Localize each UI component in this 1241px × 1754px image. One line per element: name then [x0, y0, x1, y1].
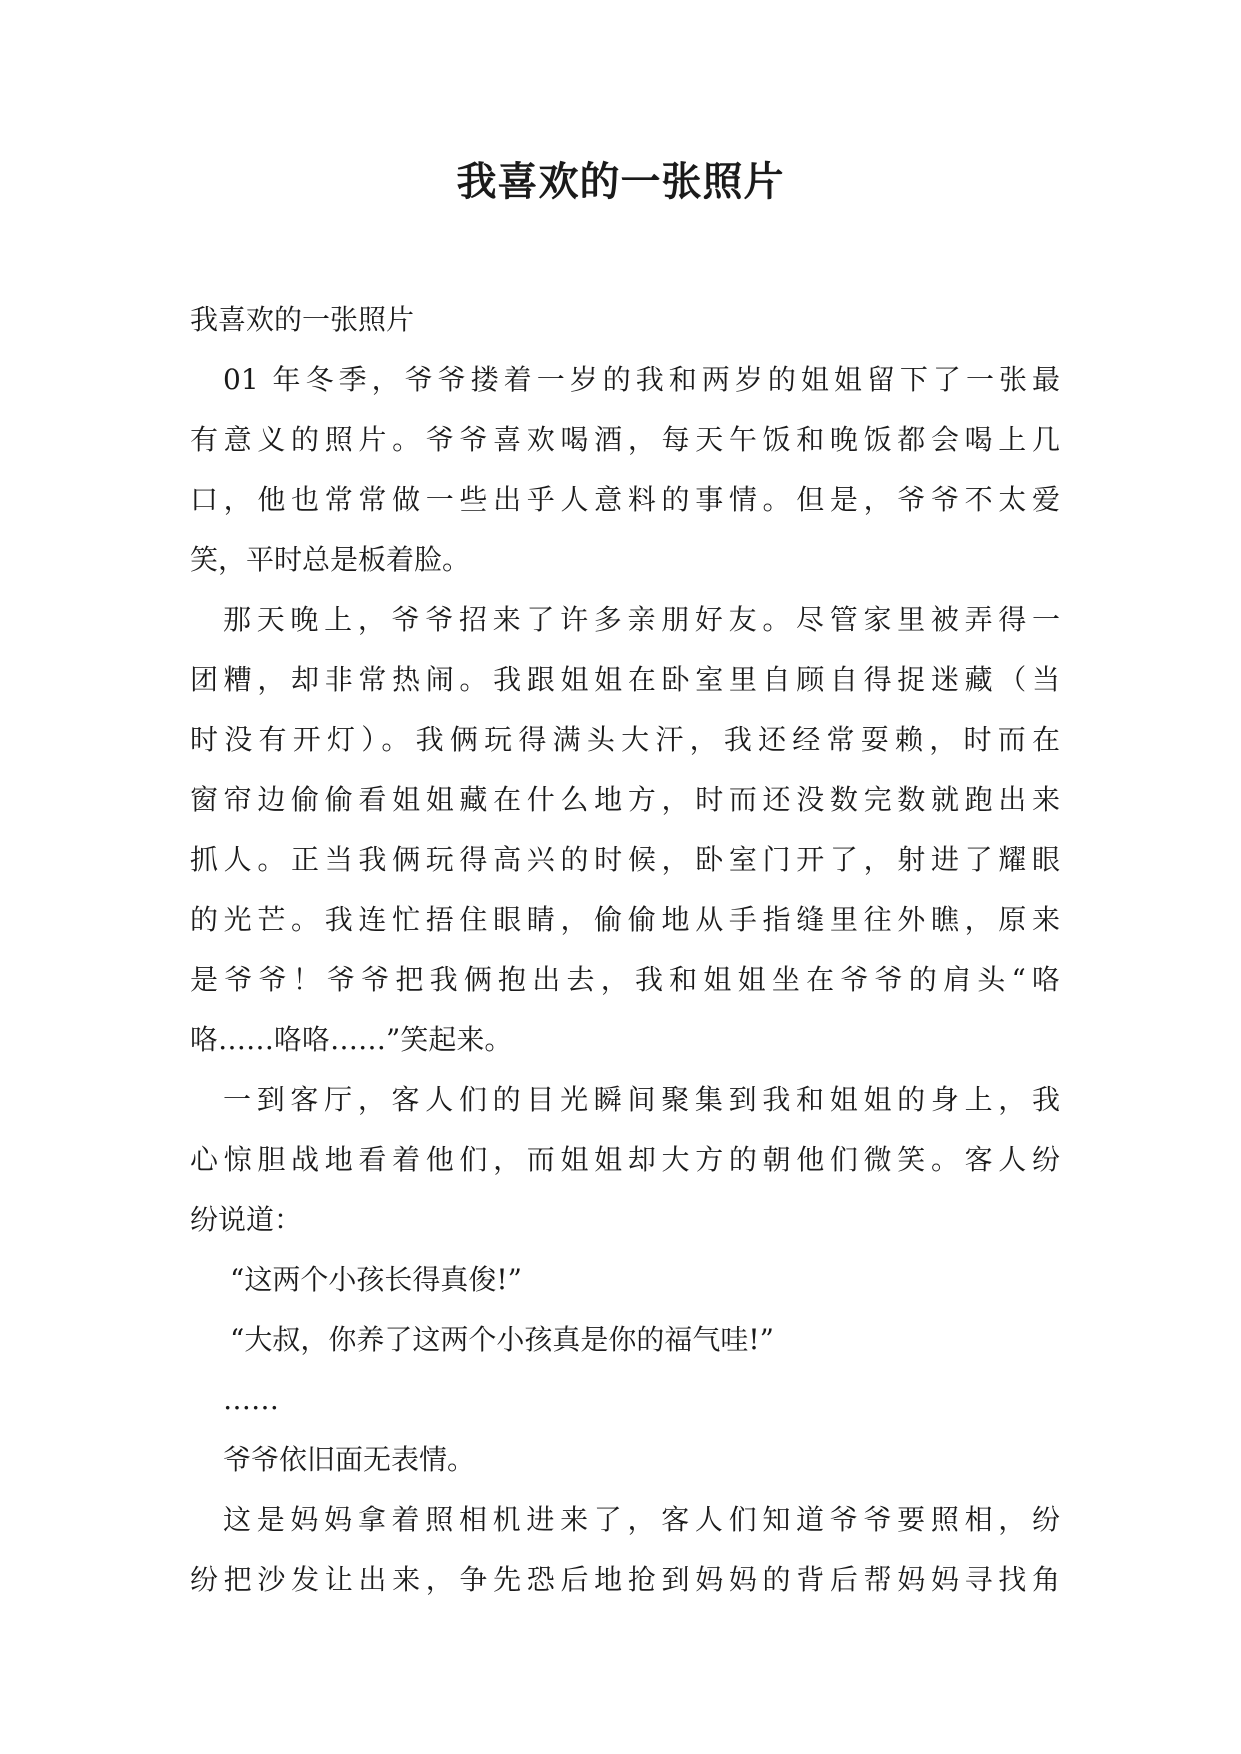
document-title: 我喜欢的一张照片 [456, 159, 785, 205]
document-body [190, 290, 1060, 1610]
paragraph-line: 团糟，却非常热闹。我跟姐姐在卧室里自顾自得捉迷藏（当 [190, 663, 1060, 696]
paragraph-line: 口，他也常常做一些出乎人意料的事情。但是，爷爷不太爱 [190, 483, 1060, 516]
paragraph-line: 有意义的照片。爷爷喜欢喝酒，每天午饭和晚饭都会喝上几 [190, 423, 1060, 456]
paragraph-line: 这是妈妈拿着照相机进来了，客人们知道爷爷要照相，纷 [223, 1503, 1060, 1536]
paragraph-line: 是爷爷！爷爷把我俩抱出去，我和姐姐坐在爷爷的肩头“咯 [190, 963, 1060, 996]
body-heading-line: 我喜欢的一张照片 [190, 303, 415, 336]
paragraph-line: 01 年冬季，爷爷搂着一岁的我和两岁的姐姐留下了一张最 [223, 363, 1060, 396]
paragraph-line: 笑，平时总是板着脸。 [190, 543, 471, 576]
paragraph-line: 心惊胆战地看着他们，而姐姐却大方的朝他们微笑。客人纷 [190, 1143, 1060, 1176]
paragraph-line: 纷把沙发让出来，争先恐后地抢到妈妈的背后帮妈妈寻找角 [190, 1563, 1060, 1596]
ellipsis-line: …… [223, 1383, 279, 1416]
paragraph-line: 一到客厅，客人们的目光瞬间聚集到我和姐姐的身上，我 [223, 1083, 1060, 1116]
quote-line: “这两个小孩长得真俊!” [230, 1263, 522, 1296]
paragraph-line: 窗帘边偷偷看姐姐藏在什么地方，时而还没数完数就跑出来 [190, 783, 1060, 816]
paragraph-line: 纷说道： [190, 1203, 303, 1236]
paragraph-line: 那天晚上，爷爷招来了许多亲朋好友。尽管家里被弄得一 [223, 603, 1060, 636]
paragraph-line: 的光芒。我连忙捂住眼睛，偷偷地从手指缝里往外瞧，原来 [190, 903, 1060, 936]
paragraph-line: 抓人。正当我俩玩得高兴的时候，卧室门开了，射进了耀眼 [190, 843, 1060, 876]
quote-line: “大叔，你养了这两个小孩真是你的福气哇!” [230, 1323, 774, 1356]
paragraph-line: 时没有开灯）。我俩玩得满头大汗，我还经常耍赖，时而在 [190, 723, 1060, 756]
paragraph-line: 爷爷依旧面无表情。 [223, 1443, 476, 1476]
paragraph-line: 咯……咯咯……”笑起来。 [190, 1023, 513, 1056]
